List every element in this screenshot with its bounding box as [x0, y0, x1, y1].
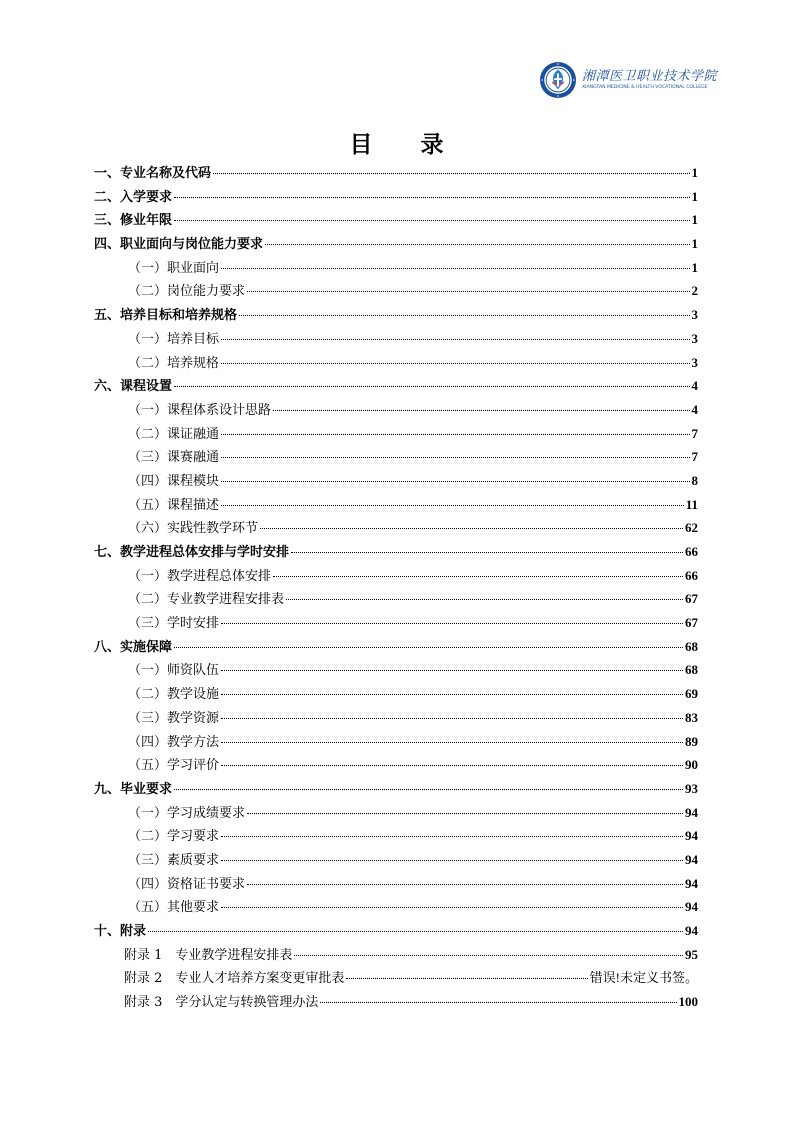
toc-entry-title: （四）课程模块: [128, 473, 220, 489]
toc-page-number: 67: [685, 615, 698, 631]
toc-entry[interactable]: [94, 753, 698, 777]
toc-entry-title: （一）师资队伍: [128, 663, 220, 679]
toc-entry-title: 九、毕业要求: [94, 781, 173, 797]
toc-page-number: 94: [685, 851, 698, 867]
toc-page-number: 11: [685, 496, 698, 512]
dot-leader: [221, 836, 683, 837]
college-logo: [539, 58, 718, 102]
toc-entry-title: 一、专业名称及代码: [94, 166, 212, 181]
toc-page-number: 67: [685, 591, 698, 607]
toc-entry[interactable]: [94, 374, 698, 398]
dot-leader: [221, 623, 683, 624]
dot-leader: [260, 528, 683, 529]
dot-leader: [221, 907, 683, 908]
dot-leader: [221, 694, 683, 695]
logo-name-cn: 湘潭医卫职业技术学院: [582, 68, 718, 84]
toc-page-number: 4: [691, 401, 698, 417]
toc-entry[interactable]: [94, 398, 698, 422]
toc-entry-title: （三）课赛融通: [128, 450, 220, 466]
toc-entry-title: 六、课程设置: [94, 379, 173, 395]
toc-page-number: 93: [685, 780, 698, 796]
toc-entry-title: （一）培养目标: [128, 331, 220, 347]
toc-entry[interactable]: [94, 327, 698, 351]
toc-entry[interactable]: [94, 658, 698, 682]
toc-page-number: 1: [691, 165, 698, 180]
toc-page-number: 62: [685, 520, 698, 536]
toc-page-number: 94: [685, 804, 698, 820]
dot-leader: [174, 197, 689, 198]
toc-entry-title: 附录 2 专业人才培养方案变更审批表: [124, 971, 345, 987]
toc-entry[interactable]: [94, 445, 698, 469]
logo-name-en: XIANGTAN MEDICINE & HEALTH VOCATIONAL COLLEGE: [582, 84, 708, 90]
dot-leader: [221, 718, 683, 719]
dot-leader: [346, 978, 587, 979]
toc-page-number: 66: [685, 544, 698, 559]
dot-leader: [221, 860, 683, 861]
toc-page-number: 1: [691, 259, 698, 275]
toc-page-number: 1: [691, 188, 698, 204]
toc-page-number: 90: [685, 757, 698, 773]
toc-entry-title: （五）学习评价: [128, 758, 220, 774]
dot-leader: [247, 291, 689, 292]
toc-entry-title: （三）学时安排: [128, 616, 220, 632]
dot-leader: [320, 1002, 676, 1003]
toc-entry-title: （四）资格证书要求: [128, 876, 246, 892]
dot-leader: [273, 576, 683, 577]
toc-entry-title: （一）学习成绩要求: [128, 805, 246, 821]
toc-entry[interactable]: [94, 895, 698, 919]
college-emblem-icon: [539, 61, 577, 99]
dot-leader: [174, 386, 689, 387]
toc-entry-title: （二）专业教学进程安排表: [128, 592, 285, 608]
toc-entry[interactable]: [94, 185, 698, 209]
toc-entry[interactable]: [94, 279, 698, 303]
dot-leader: [247, 813, 683, 814]
toc-entry[interactable]: [94, 872, 698, 896]
toc-entry-title: 八、实施保障: [94, 639, 173, 655]
dot-leader: [247, 884, 683, 885]
table-of-contents: [94, 161, 698, 1014]
toc-entry[interactable]: [94, 351, 698, 375]
toc-page-number: 4: [691, 378, 698, 394]
dot-leader: [174, 789, 683, 790]
toc-entry-title: （一）教学进程总体安排: [128, 568, 272, 584]
dot-leader: [221, 457, 689, 458]
dot-leader: [221, 481, 689, 482]
toc-entry[interactable]: [94, 706, 698, 730]
toc-entry-title: 附录 1 专业教学进程安排表: [124, 947, 293, 963]
toc-entry[interactable]: [94, 635, 698, 659]
toc-entry-title: 三、修业年限: [94, 213, 173, 229]
toc-entry-title: （二）教学设施: [128, 687, 220, 703]
toc-page-number: 3: [691, 330, 698, 346]
dot-leader: [174, 220, 689, 221]
logo-text: [582, 70, 717, 91]
dot-leader: [221, 268, 689, 269]
toc-entry[interactable]: [94, 161, 698, 185]
toc-page-number: 7: [691, 425, 698, 441]
toc-entry[interactable]: [94, 824, 698, 848]
toc-appendix-entry[interactable]: [94, 943, 698, 967]
page-title: 目 录: [349, 132, 464, 158]
toc-entry[interactable]: [94, 564, 698, 588]
dot-leader: [221, 363, 689, 364]
dot-leader: [221, 765, 683, 766]
dot-leader: [174, 647, 683, 648]
toc-entry[interactable]: [94, 422, 698, 446]
toc-entry-title: （四）教学方法: [128, 734, 220, 750]
dot-leader: [273, 410, 689, 411]
toc-page-number: 94: [685, 899, 698, 915]
toc-page-number: 68: [685, 662, 698, 678]
toc-entry[interactable]: [94, 256, 698, 280]
dot-leader: [221, 742, 683, 743]
toc-page-number: 68: [685, 638, 698, 654]
toc-entry[interactable]: [94, 801, 698, 825]
dot-leader: [221, 505, 684, 506]
toc-page-number: 1: [691, 212, 698, 228]
toc-page-number: 66: [685, 567, 698, 583]
toc-page-number: 7: [691, 449, 698, 465]
toc-page-number: 69: [685, 686, 698, 702]
dot-leader: [286, 599, 683, 600]
dot-leader: [239, 315, 689, 316]
toc-entry-title: （二）岗位能力要求: [128, 284, 246, 300]
toc-entry[interactable]: [94, 303, 698, 327]
toc-entry[interactable]: [94, 493, 698, 517]
toc-appendix-entry[interactable]: [94, 990, 698, 1014]
toc-page-number: 错误!未定义书签。: [589, 970, 698, 986]
dot-leader: [291, 552, 683, 553]
toc-entry[interactable]: [94, 682, 698, 706]
toc-entry-title: （二）课证融通: [128, 426, 220, 442]
toc-entry-title: （五）其他要求: [128, 900, 220, 916]
toc-entry[interactable]: [94, 516, 698, 540]
toc-entry-title: （六）实践性教学环节: [128, 521, 259, 537]
toc-entry[interactable]: [94, 208, 698, 232]
dot-leader: [148, 931, 683, 932]
toc-entry-title: 附录 3 学分认定与转换管理办法: [124, 995, 319, 1011]
toc-entry-title: 七、教学进程总体安排与学时安排: [94, 545, 290, 560]
toc-page-number: 2: [691, 283, 698, 299]
toc-entry[interactable]: [94, 777, 698, 801]
toc-entry[interactable]: [94, 469, 698, 493]
toc-page-number: 95: [685, 946, 698, 962]
toc-page-number: 100: [678, 994, 698, 1010]
toc-entry[interactable]: [94, 232, 698, 256]
toc-page-number: 3: [691, 354, 698, 370]
toc-entry-title: 十、附录: [94, 924, 147, 939]
toc-page-number: 94: [685, 875, 698, 891]
toc-entry-title: （一）课程体系设计思路: [128, 402, 272, 418]
toc-page-number: 8: [691, 472, 698, 488]
dot-leader: [221, 434, 689, 435]
toc-entry-title: （二）培养规格: [128, 355, 220, 371]
dot-leader: [265, 244, 689, 245]
toc-entry[interactable]: [94, 919, 698, 943]
toc-entry-title: 二、入学要求: [94, 189, 173, 205]
toc-entry-title: 五、培养目标和培养规格: [94, 308, 238, 324]
toc-entry-title: （二）学习要求: [128, 829, 220, 845]
toc-entry-title: （三）教学资源: [128, 710, 220, 726]
toc-entry-title: （一）职业面向: [128, 260, 220, 276]
dot-leader: [221, 339, 689, 340]
dot-leader: [221, 670, 683, 671]
toc-entry-title: 四、职业面向与岗位能力要求: [94, 237, 264, 253]
dot-leader: [294, 955, 683, 956]
toc-entry-title: （三）素质要求: [128, 852, 220, 868]
toc-entry[interactable]: [94, 730, 698, 754]
toc-page-number: 89: [685, 733, 698, 749]
toc-page-number: 94: [685, 828, 698, 844]
toc-page-number: 94: [685, 923, 698, 938]
toc-appendix-entry[interactable]: [94, 966, 698, 990]
toc-entry[interactable]: [94, 848, 698, 872]
toc-entry-title: （五）课程描述: [128, 497, 220, 513]
toc-page-number: 83: [685, 709, 698, 725]
toc-page-number: 3: [691, 307, 698, 323]
toc-entry[interactable]: [94, 540, 698, 564]
toc-page-number: 1: [691, 236, 698, 252]
dot-leader: [213, 173, 689, 174]
toc-entry[interactable]: [94, 587, 698, 611]
toc-entry[interactable]: [94, 611, 698, 635]
